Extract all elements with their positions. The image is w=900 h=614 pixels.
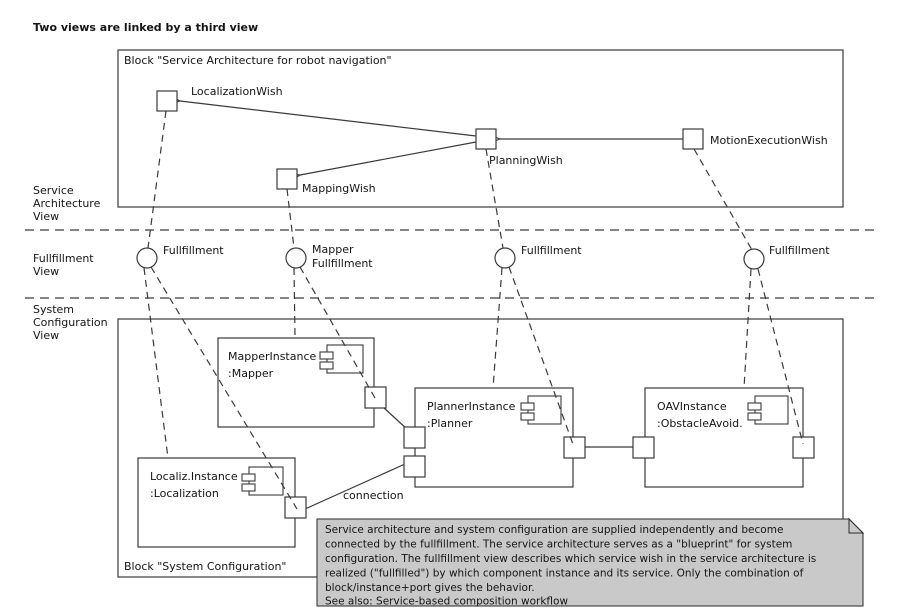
oav-left-port — [633, 437, 654, 458]
mapper-right-port — [365, 387, 386, 408]
planning-to-mapping-arrow — [300, 142, 476, 175]
component-icon — [320, 345, 363, 373]
lane-label-line: View — [33, 329, 60, 342]
note-line: realized ("fullfilled") by which component instance and its service. Only the combination of — [325, 567, 804, 580]
oav-instance-type: :ObstacleAvoid. — [657, 417, 743, 430]
localization-instance-node — [138, 458, 295, 547]
fullfillment-node-3 — [495, 244, 582, 268]
planning-wish-label: PlanningWish — [489, 154, 563, 167]
localization-to-planner-connection — [305, 464, 405, 509]
fullfillment-label: Fullfillment — [521, 244, 582, 257]
mapper-instance-node — [218, 338, 374, 427]
planner-instance-node — [415, 388, 573, 487]
lane-label-line: Architecture — [33, 197, 101, 210]
system-configuration-block-label: Block "System Configuration" — [124, 560, 287, 573]
fullfillment2-to-mapper-instance-link — [294, 268, 295, 337]
mapper-instance-type: :Mapper — [228, 367, 274, 380]
note-line: connected by the fullfillment. The service architecture serves as a "blueprint" for system — [325, 538, 793, 551]
planner-right-port — [564, 437, 585, 458]
localization-instance-name: Localiz.Instance — [150, 470, 238, 483]
fullfillment-circle — [744, 249, 764, 269]
lane-label-line: Configuration — [33, 316, 108, 329]
lane-label-line: View — [33, 265, 60, 278]
fullfillment-label: Fullfillment — [312, 257, 373, 270]
fullfillment-circle — [495, 248, 515, 268]
fullfillment-label: Fullfillment — [163, 244, 224, 257]
mapping-wish-fullfillment-link — [287, 189, 294, 248]
service-architecture-block-label: Block "Service Architecture for robot navigation" — [124, 54, 392, 67]
motionexecution-wish-node — [683, 129, 828, 149]
localization-wish-label: LocalizationWish — [191, 85, 283, 98]
fullfillment-node-4 — [744, 244, 830, 269]
planner-instance-type: :Planner — [427, 417, 473, 430]
oav-instance-name: OAVInstance — [657, 400, 727, 413]
fullfillment3-to-planner-instance-link — [493, 268, 502, 388]
planner-instance-name: PlannerInstance — [427, 400, 516, 413]
fullfillment-circle — [286, 248, 306, 268]
localization-wish-node — [157, 85, 283, 111]
service-architecture-view-label — [33, 184, 101, 223]
fullfillment-circle — [137, 248, 157, 268]
motionexecution-wish-fullfillment-link — [694, 149, 752, 250]
fullfillment-label: Fullfillment — [769, 244, 830, 257]
mapping-wish-label: MappingWish — [302, 182, 376, 195]
note-line: block/instance+port gives the behavior. — [325, 582, 535, 594]
note-line: See also: Service-based composition workflow — [325, 595, 569, 608]
fullfillment-label: Mapper — [312, 243, 354, 256]
planner-left-top-port — [404, 427, 425, 448]
localization-wish-box — [157, 91, 177, 111]
motionexecution-wish-box — [683, 129, 703, 149]
mapper-instance-name: MapperInstance — [228, 350, 317, 363]
connection-label: connection — [343, 489, 404, 502]
note-folded-corner — [849, 519, 863, 533]
note — [317, 519, 863, 608]
system-configuration-view-label — [33, 303, 108, 342]
lane-label-line: View — [33, 210, 60, 223]
planning-to-localization-arrow — [180, 101, 476, 136]
planner-left-bottom-port — [404, 456, 425, 477]
note-line: Service architecture and system configuration are supplied independently and become — [325, 524, 784, 536]
motionexecution-wish-label: MotionExecutionWish — [710, 134, 828, 147]
diagram-title: Two views are linked by a third view — [33, 21, 259, 34]
lane-label-line: System — [33, 303, 75, 316]
oav-instance-node — [645, 388, 803, 487]
lane-label-line: Fullfillment — [33, 252, 94, 265]
note-line: configuration. The fullfillment view describes which service wish in the service architecture is — [325, 553, 817, 565]
fullfillment-view-label — [33, 252, 94, 278]
planning-wish-box — [476, 129, 496, 149]
fullfillment-node-2 — [286, 243, 373, 270]
fullfillment1-to-localization-instance-link — [144, 268, 168, 458]
fullfillment-node-1 — [137, 244, 224, 268]
planning-wish-node — [476, 129, 563, 167]
mapping-wish-node — [277, 169, 376, 195]
lane-label-line: Service — [33, 184, 74, 197]
localization-wish-fullfillment-link — [148, 111, 166, 248]
fullfillment4-to-oav-instance-link — [744, 269, 751, 388]
localization-instance-type: :Localization — [150, 487, 219, 500]
mapping-wish-box — [277, 169, 297, 189]
oav-right-port — [793, 437, 814, 458]
